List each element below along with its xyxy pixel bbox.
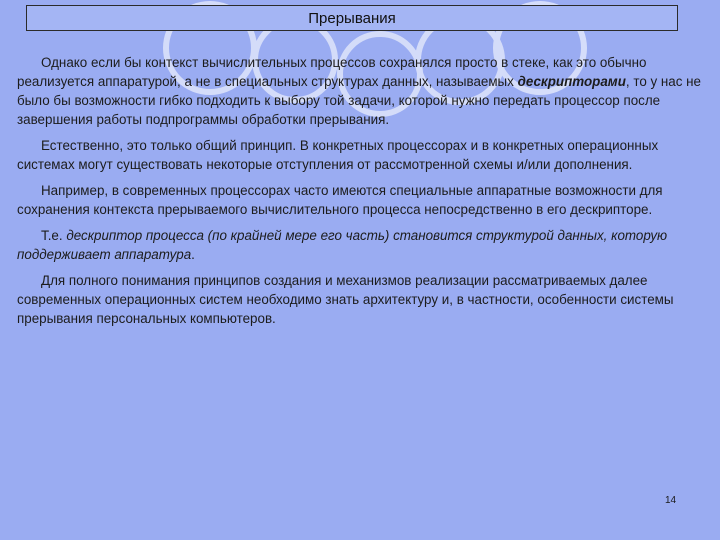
paragraph-1 (17, 53, 709, 129)
paragraph-3: Например, в современных процессорах часто имеются специальные аппаратные возможности для сохранения контекста прерываемого вычислительного процесса непосредственно в его дескрипторе. (17, 183, 663, 217)
paragraph-1-text-c: , то у нас не было бы возможности гибко подходить к выбору той задачи, которой нужно передать процессор после завершения работы подпрограммы обработки прерывания. (17, 74, 701, 127)
paragraph-5: Для полного понимания принципов создания и механизмов реализации рассматриваемых далее современных операционных систем необходимо знать архитектуру и, в частности, особенности системы прерывания персональных компьютеров. (17, 273, 674, 326)
paragraph-4-text-c: . (191, 247, 195, 262)
slide-body (17, 53, 709, 335)
slide-title (26, 5, 678, 31)
slide-title-text: Прерывания (308, 9, 396, 27)
paragraph-2: Естественно, это только общий принцип. В конкретных процессорах и в конкретных операционных системах могут существовать некоторые отступления от рассмотренной схемы и/или дополнения. (17, 138, 659, 172)
page-number: 14 (665, 495, 677, 506)
paragraph-1-term: дескрипторами (517, 74, 626, 89)
paragraph-4 (17, 226, 709, 264)
paragraph-1-text-a: Однако если бы контекст вычислительных процессов сохранялся просто в стеке, как это обычно реализуется аппаратурой, а не в специальных структурах данных, называемых (17, 55, 647, 89)
paragraph-4-text-a: Т.е. (41, 228, 67, 243)
paragraph-4-italic: дескриптор процесса (по крайней мере его часть) становится структурой данных, которую поддерживает аппаратура (17, 228, 668, 262)
